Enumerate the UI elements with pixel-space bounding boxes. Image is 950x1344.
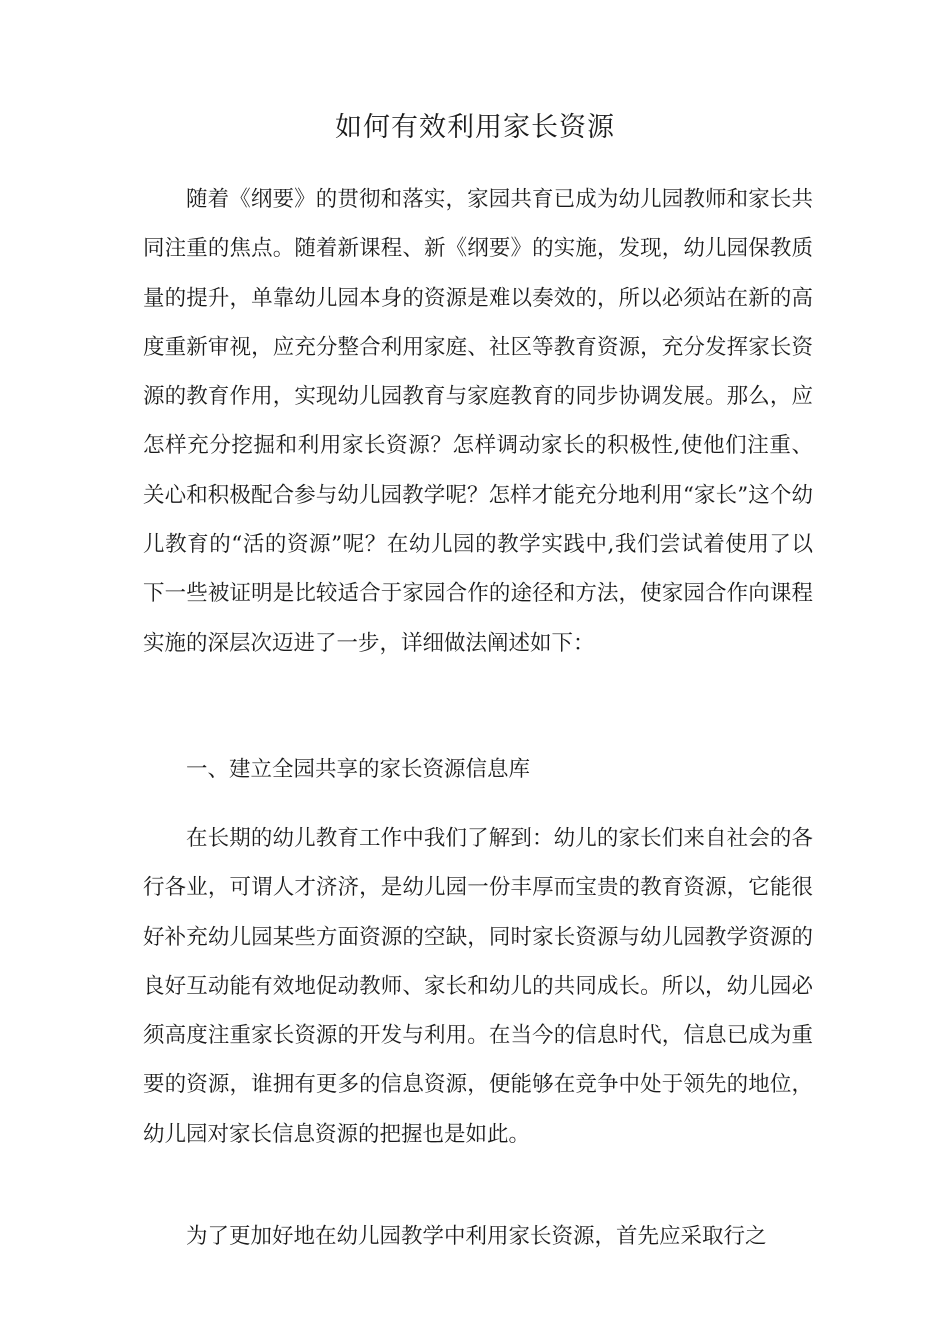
paragraph-parent-resources: 在长期的幼儿教育工作中我们了解到：幼儿的家长们来自社会的各行各业，可谓人才济济，是幼儿园一份丰厚而宝贵的教育资源，它能很好补充幼儿园某些方面资源的空缺，同时家长资源与幼儿园教学资源的良好互动能有效地促动教师、家长和幼儿的共同成长。所以，幼儿园必须高度注重家长资源的开发与利用。在当今的信息时代，信息已成为重要的资源，谁拥有更多的信息资源，便能够在竞争中处于领先的地位，幼儿园对家长信息资源的把握也是如此。 <box>143 826 813 1147</box>
document-title: 如何有效利用家长资源 <box>335 112 615 143</box>
paragraph-intro: 随着《纲要》的贯彻和落实，家园共育已成为幼儿园教师和家长共同注重的焦点。随着新课程、新《纲要》的实施，发现，幼儿园保教质量的提升，单靠幼儿园本身的资源是难以奏效的，所以必须站在新的高度重新审视，应充分整合利用家庭、社区等教育资源，充分发挥家长资源的教育作用，实现幼儿园教育与家庭教育的同步协调发展。那么，应怎样充分挖掘和利用家长资源？怎样调动家长的积极性,使他们注重、关心和积极配合参与幼儿园教学呢？怎样才能充分地利用“家长”这个幼儿教育的“活的资源”呢？在幼儿园的教学实践中,我们尝试着使用了以下一些被证明是比较适合于家园合作的途径和方法，使家园合作向课程实施的深层次迈进了一步，详细做法阐述如下： <box>143 187 813 656</box>
section-heading: 一、建立全园共享的家长资源信息库 <box>186 757 531 782</box>
paragraph-continued: 为了更加好地在幼儿园教学中利用家长资源，首先应采取行之 <box>186 1224 767 1249</box>
